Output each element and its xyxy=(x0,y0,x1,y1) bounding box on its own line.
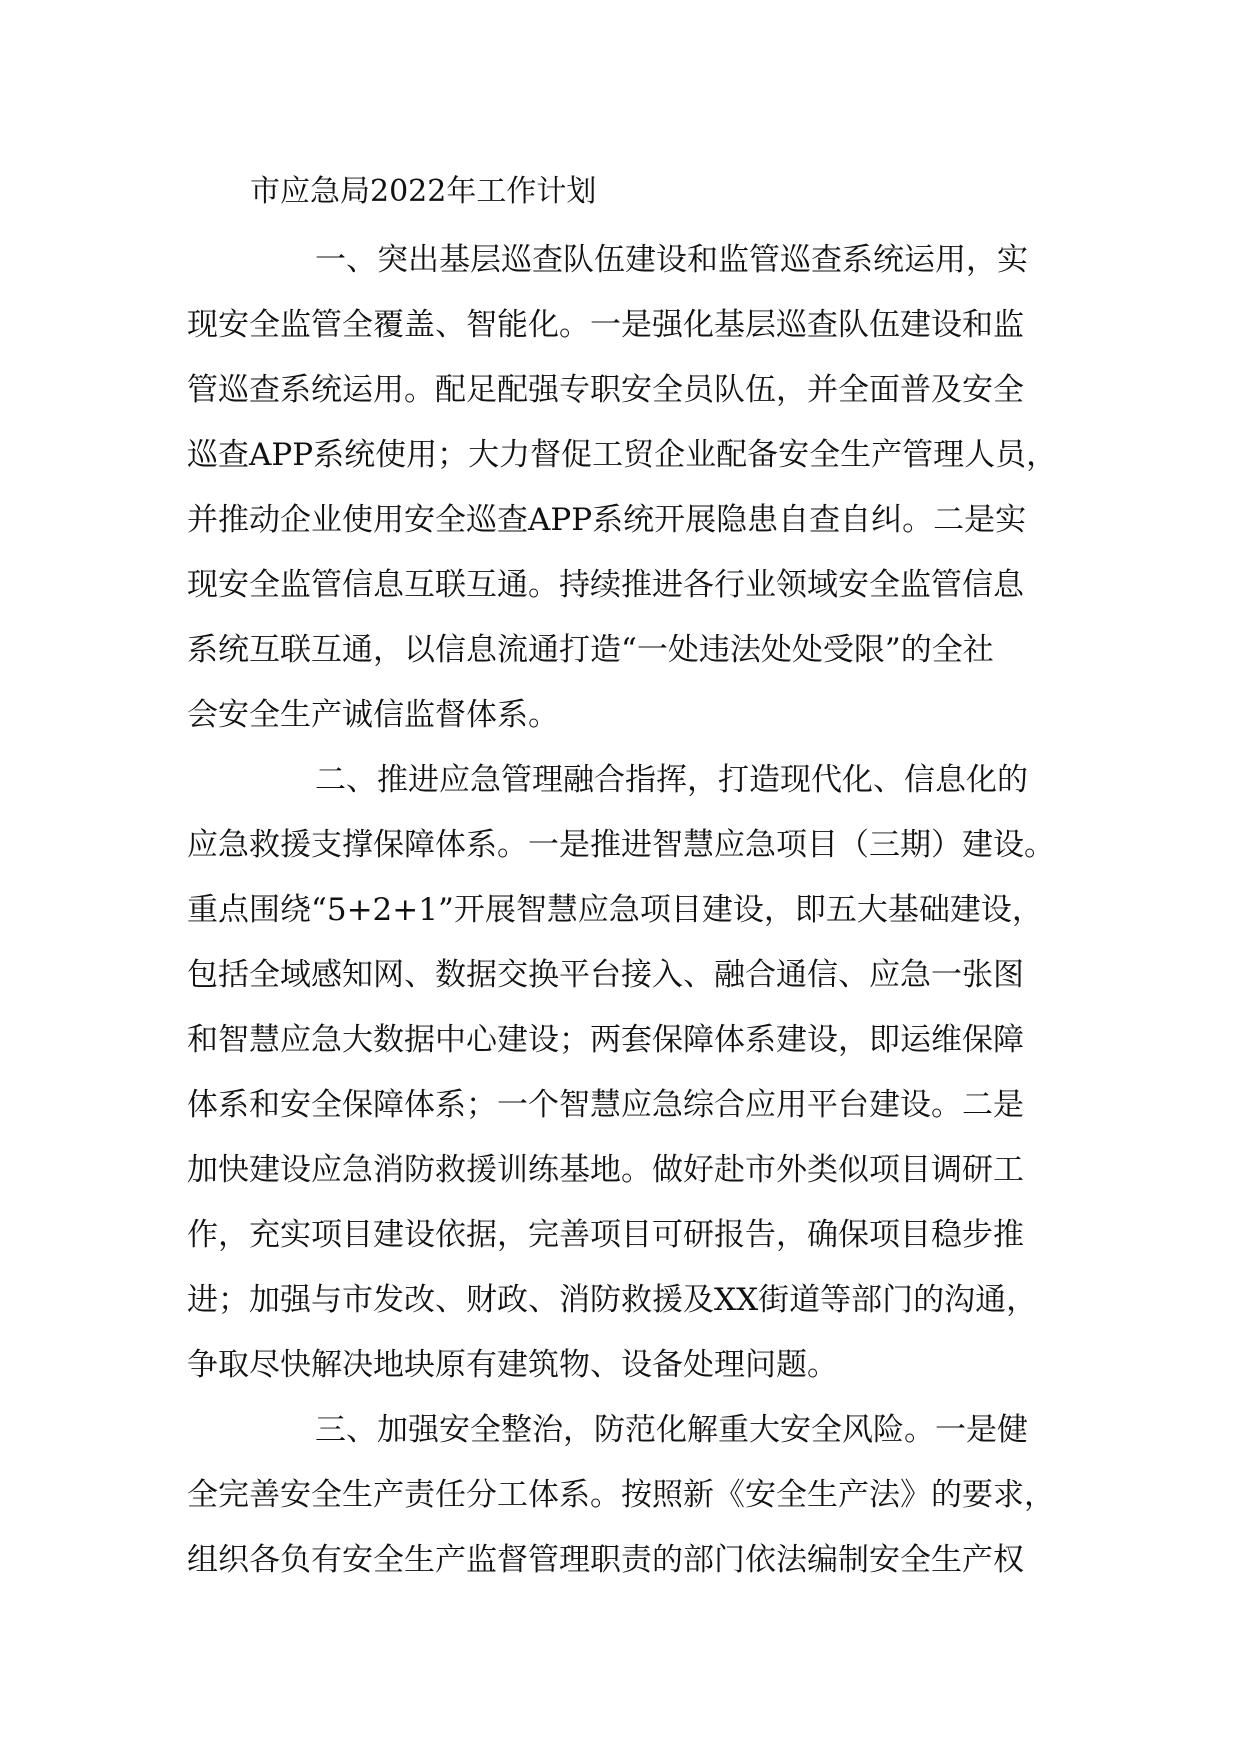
paragraph-line: 系统互联互通，以信息流通打造“一处违法处处受限”的全社 xyxy=(187,632,994,668)
paragraph-line: 会安全生产诚信监督体系。 xyxy=(187,697,559,733)
paragraph-line: 和智慧应急大数据中心建设；两套保障体系建设，即运维保障 xyxy=(187,1022,1024,1058)
paragraph-line: 现安全监管信息互联互通。持续推进各行业领域安全监管信息 xyxy=(187,567,1024,603)
paragraph-line: 争取尽快解决地块原有建筑物、设备处理问题。 xyxy=(187,1347,838,1383)
paragraph-line: 全完善安全生产责任分工体系。按照新《安全生产法》的要求， xyxy=(187,1477,1055,1513)
paragraph-line: 加快建设应急消防救援训练基地。做好赴市外类似项目调研工 xyxy=(187,1152,1024,1188)
paragraph-line: 应急救援支撑保障体系。一是推进智慧应急项目（三期）建设。 xyxy=(187,827,1055,863)
section-1-heading-line: 一、突出基层巡查队伍建设和监管巡查系统运用，实 xyxy=(315,242,1028,278)
section-2-heading-line: 二、推进应急管理融合指挥，打造现代化、信息化的 xyxy=(315,762,1028,798)
document-title: 市应急局2022年工作计划 xyxy=(250,174,597,209)
paragraph-line: 并推动企业使用安全巡查APP系统开展隐患自查自纠。二是实 xyxy=(187,502,1027,538)
section-3-heading-line: 三、加强安全整治，防范化解重大安全风险。一是健 xyxy=(315,1412,1028,1448)
paragraph-line: 作，充实项目建设依据，完善项目可研报告，确保项目稳步推 xyxy=(187,1217,1024,1253)
paragraph-line: 包括全域感知网、数据交换平台接入、融合通信、应急一张图 xyxy=(187,957,1024,993)
paragraph-line: 体系和安全保障体系；一个智慧应急综合应用平台建设。二是 xyxy=(187,1087,1024,1123)
paragraph-line: 现安全监管全覆盖、智能化。一是强化基层巡查队伍建设和监 xyxy=(187,307,1024,343)
paragraph-line: 重点围绕“5+2+1”开展智慧应急项目建设，即五大基础建设， xyxy=(187,892,1043,928)
paragraph-line: 管巡查系统运用。配足配强专职安全员队伍，并全面普及安全 xyxy=(187,372,1024,408)
paragraph-line: 进；加强与市发改、财政、消防救援及XX街道等部门的沟通， xyxy=(187,1282,1038,1318)
paragraph-line: 巡查APP系统使用；大力督促工贸企业配备安全生产管理人员， xyxy=(187,437,1058,473)
paragraph-line: 组织各负有安全生产监督管理职责的部门依法编制安全生产权 xyxy=(187,1542,1024,1578)
